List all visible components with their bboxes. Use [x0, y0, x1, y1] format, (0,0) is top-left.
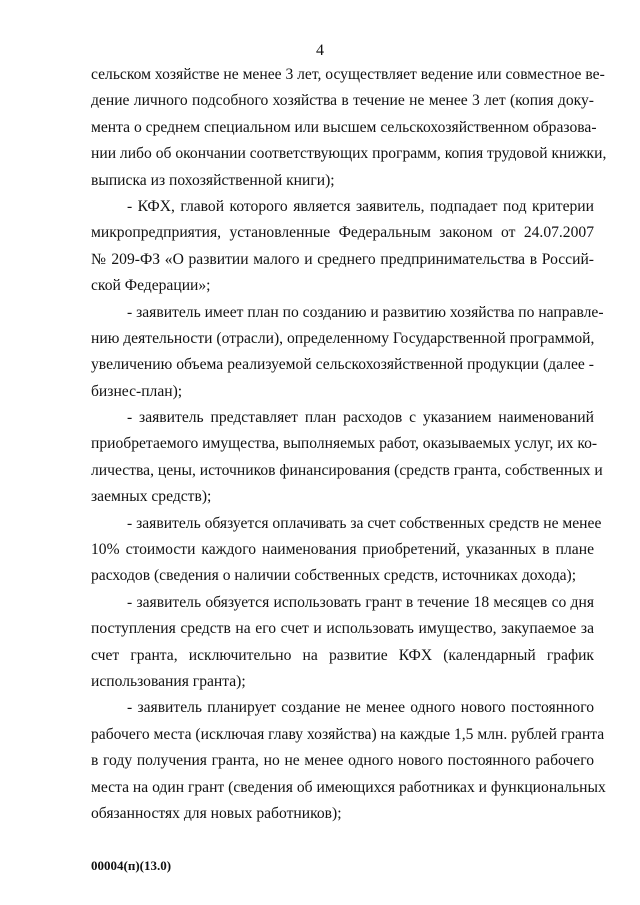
text-line: обязанностях для новых работников); — [91, 804, 342, 822]
footer-document-code: 00004(п)(13.0) — [91, 858, 172, 873]
text-line: сельском хозяйстве не менее 3 лет, осуществляет ведение или совместное ве- — [91, 66, 605, 83]
text-line: выписка из похозяйственной книги); — [91, 171, 335, 189]
text-line: использования гранта); — [91, 672, 246, 690]
text-line: нии либо об окончании соответствующих программ, копия трудовой книжки, — [91, 145, 607, 163]
text-line: - заявитель планирует создание не менее одного нового постоянного — [127, 699, 594, 717]
document-body — [91, 62, 607, 827]
text-line: счет гранта, исключительно на развитие КФХ (календарный график — [91, 646, 594, 664]
text-line: заемных средств); — [91, 488, 212, 506]
text-line: - КФХ, главой которого является заявитель, подпадает под критерии — [127, 197, 594, 215]
text-line: - заявитель представляет план расходов с указанием наименований — [127, 409, 594, 427]
text-line: места на один грант (сведения об имеющихся работниках и функциональных — [91, 778, 606, 796]
text-line: - заявитель обязуется использовать грант в течение 18 месяцев со дня — [127, 593, 594, 611]
text-line: 10% стоимости каждого наименования приобретений, указанных в плане — [91, 541, 594, 559]
text-line: увеличению объема реализуемой сельскохозяйственной продукции (далее - — [91, 356, 594, 374]
text-line: дение личного подсобного хозяйства в течение не менее 3 лет (копия доку- — [91, 92, 594, 110]
text-line: приобретаемого имущества, выполняемых работ, оказываемых услуг, их ко- — [91, 435, 598, 453]
text-line: - заявитель имеет план по созданию и развитию хозяйства по направле- — [127, 303, 604, 321]
text-line: личества, цены, источников финансирования (средств гранта, собственных и — [91, 461, 603, 479]
text-line: в году получения гранта, но не менее одного нового постоянного рабочего — [91, 752, 594, 770]
text-line: бизнес-план); — [91, 382, 183, 400]
text-line: расходов (сведения о наличии собственных средств, источниках дохода); — [91, 567, 577, 585]
text-line: - заявитель обязуется оплачивать за счет собственных средств не менее — [127, 514, 602, 532]
text-line: ской Федерации»; — [91, 277, 211, 295]
text-line: рабочего места (исключая главу хозяйства) на каждые 1,5 млн. рублей гранта — [91, 725, 605, 743]
page-number: 4 — [316, 42, 324, 59]
text-line: поступления средств на его счет и использовать имущество, закупаемое за — [91, 620, 594, 638]
text-line: № 209-ФЗ «О развитии малого и среднего предпринимательства в Россий- — [91, 250, 594, 268]
text-line: микропредприятия, установленные Федеральным законом от 24.07.2007 — [91, 224, 594, 242]
text-line: мента о среднем специальном или высшем сельскохозяйственном образова- — [91, 118, 597, 136]
text-line: нию деятельности (отрасли), определенному Государственной программой, — [91, 329, 595, 347]
